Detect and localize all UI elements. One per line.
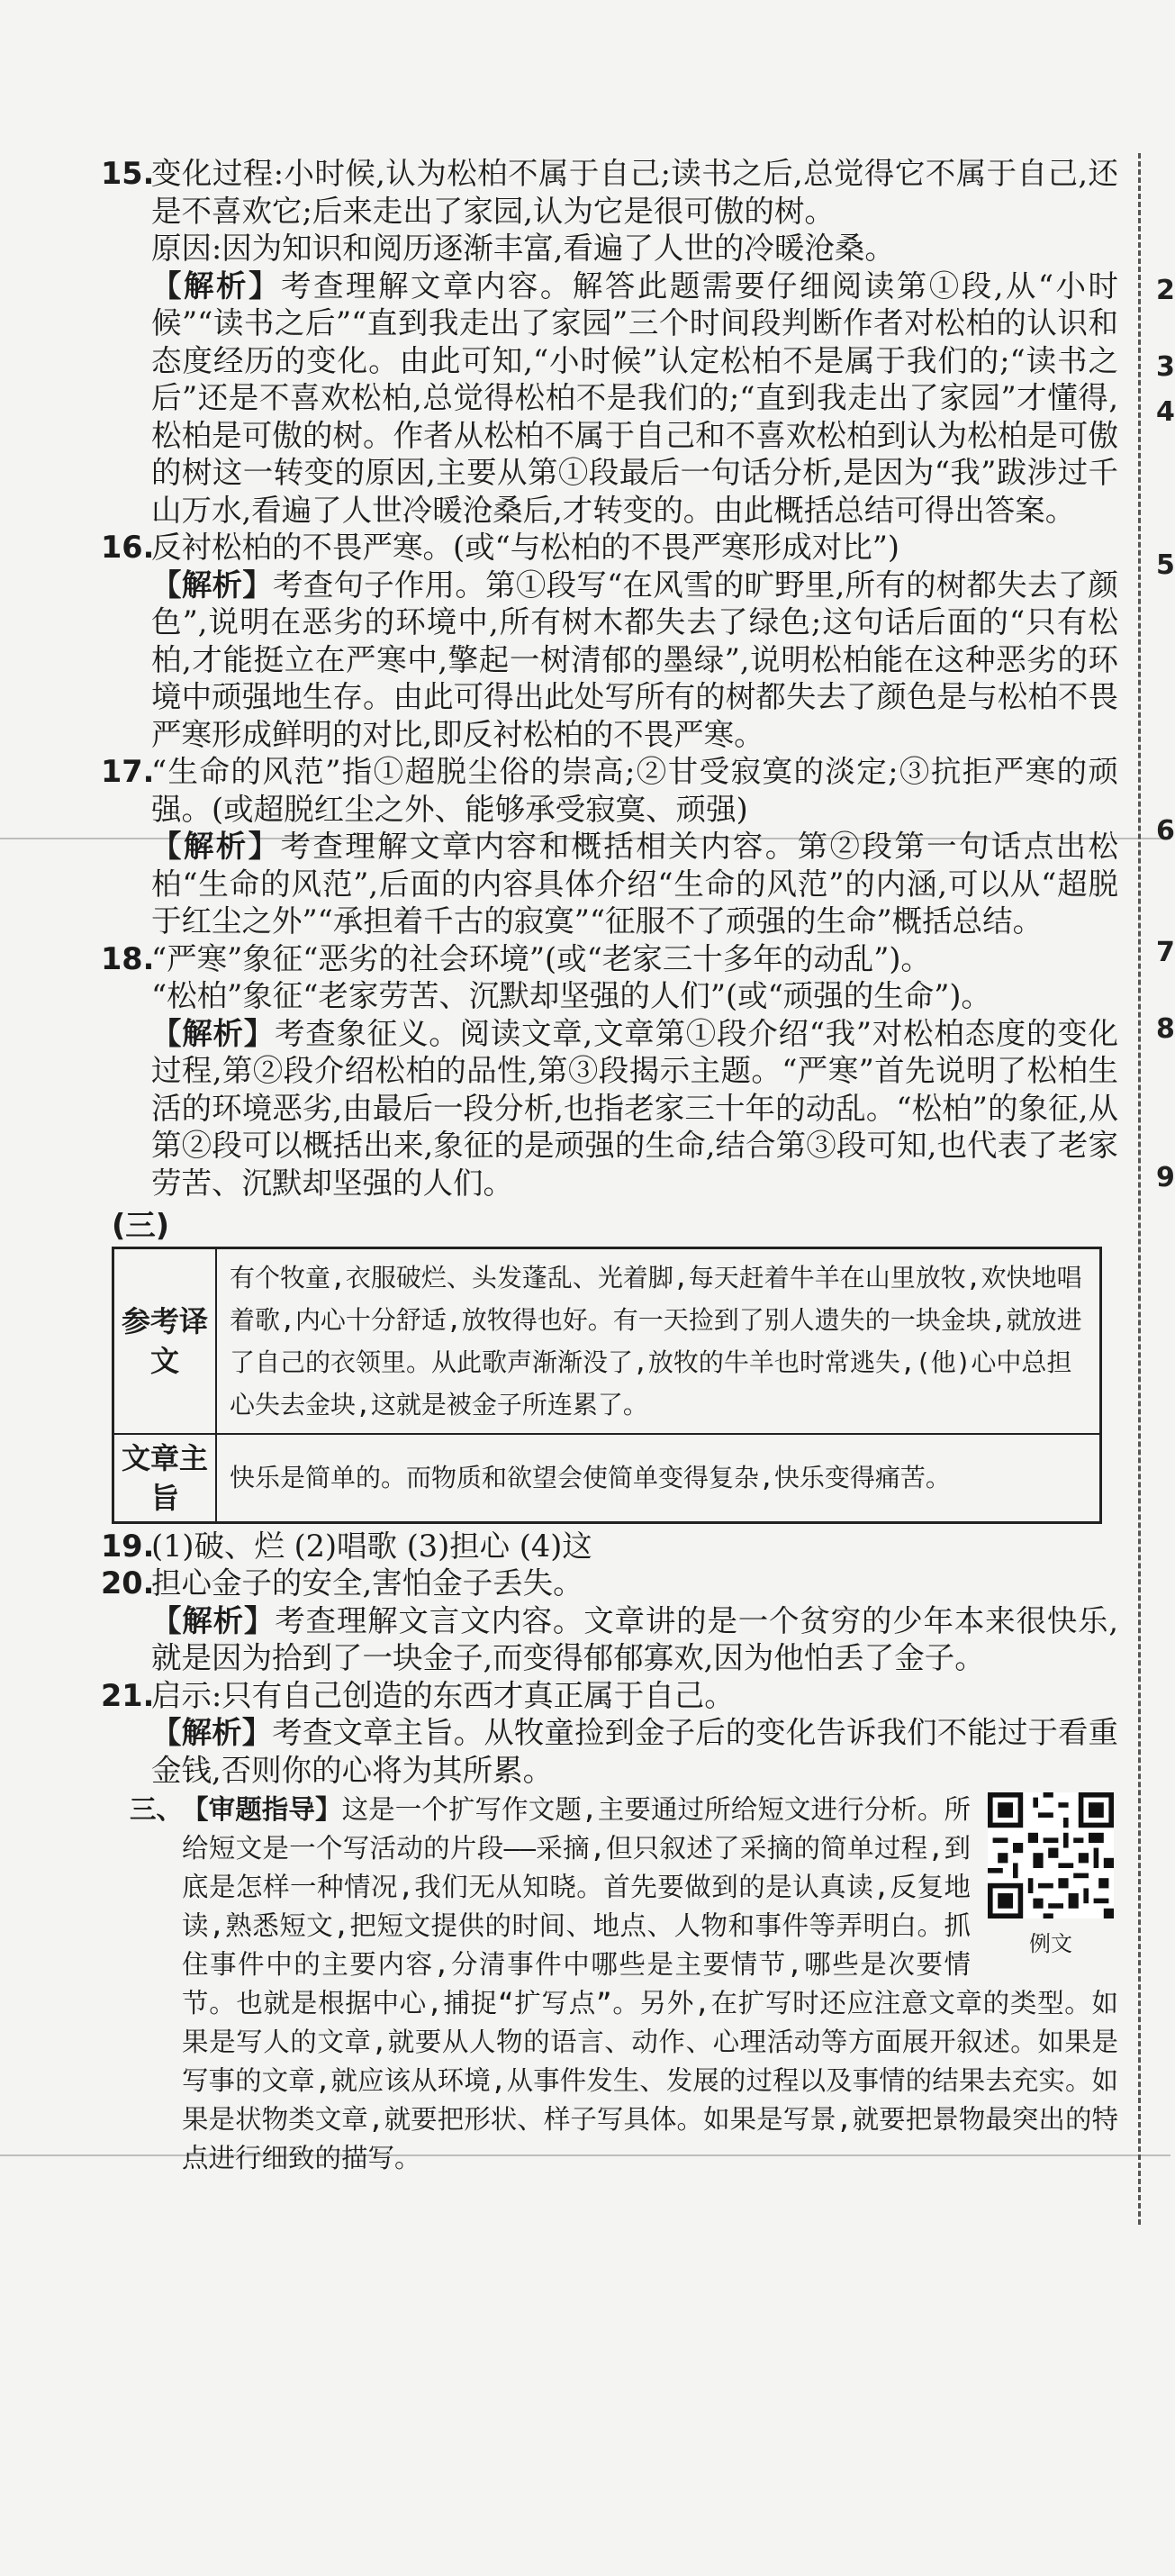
question-number: 15. [101,156,155,191]
question-number: 17. [101,754,155,789]
qr-code-block[interactable] [983,1792,1118,1958]
guide-label: 【审题指导】 [182,1794,342,1825]
answer-text: 变化过程:小时候,认为松柏不属于自己;读书之后,总觉得它不属于自己,还是不喜欢它;后来走出了家园,认为它是很可傲的树。 [151,156,1118,229]
question-16 [101,529,1118,753]
margin-number: 4 [1156,396,1175,428]
question-20 [101,1565,1118,1677]
analysis-text: 考查文章主旨。从牧童捡到金子后的变化告诉我们不能过于看重金钱,否则你的心将为其所累。 [151,1715,1119,1788]
question-18 [101,940,1118,1202]
part-number: 三、 [130,1794,184,1825]
analysis-paragraph [151,828,1118,940]
margin-number: 5 [1156,549,1175,581]
question-21 [101,1677,1118,1790]
analysis-paragraph [151,268,1118,530]
question-number: 21. [101,1677,155,1713]
cut-line [1138,153,1141,2225]
margin-number: 2 [1156,275,1175,306]
analysis-label: 【解析】 [151,268,281,304]
margin-number: 6 [1156,815,1175,847]
qr-caption: 例文 [1029,1931,1072,1956]
question-17 [101,753,1118,940]
qr-code-icon[interactable] [988,1792,1114,1918]
margin-number: 8 [1156,1013,1175,1045]
answer-text: “松柏”象征“老家劳苦、沉默却坚强的人们”(或“顽强的生命”)。 [151,978,991,1013]
section-title: (三) [112,1208,170,1243]
answer-text: 担心金子的安全,害怕金子丢失。 [151,1565,583,1601]
margin-number: 9 [1156,1162,1175,1193]
margin-number: 3 [1156,351,1175,383]
theme-label: 文章主旨 [113,1434,217,1523]
answer-text: 原因:因为知识和阅历逐渐丰富,看遍了人世的冷暖沧桑。 [151,231,895,266]
answer-text: 反衬松柏的不畏严寒。(或“与松柏的不畏严寒形成对比”) [151,530,899,565]
analysis-text: 考查象征义。阅读文章,文章第①段介绍“我”对松柏态度的变化过程,第②段介绍松柏的品性,第③段揭示主题。“严寒”首先说明了松柏生活的环境恶劣,由最后一段分析,也指老家三十年的动乱。“松柏”的象征,从第②段可以概括出来,象征的是顽强的生命,结合第③段可知,也代表了老家劳苦、沉默却坚强的人们。 [151,1015,1118,1201]
table-row [113,1247,1101,1434]
guide-text: 这是一个扩写作文题,主要通过所给短文进行分析。所给短文是一个写活动的片段——采摘,但只叙述了采摘的简单过程,到底是怎样一种情况,我们无从知晓。首先要做到的是认真读,反复地读,熟悉短文,把短文提供的时间、地点、人物和事件等弄明白。抓住事件中的主要内容,分清事件中哪些是主要情节,哪些是次要情节。也就是根据中心,捕捉“扩写点”。另外,在扩写时还应注意文章的类型。如果是写人的文章,就要从人物的语言、动作、心理活动等方面展开叙述。如果是写事的文章,就应该从环境,从事件发生、发展的过程以及事情的结果去充实。如果是状物类文章,就要把形状、样子写具体。如果是写景,就要把景物最突出的特点进行细致的描写。 [182,1794,1118,2173]
answer-text: (1)破、烂 (2)唱歌 (3)担心 (4)这 [151,1528,592,1564]
answer-content [101,155,1118,2178]
analysis-label: 【解析】 [151,1715,273,1750]
answer-text: “严寒”象征“恶劣的社会环境”(或“老家三十多年的动乱”)。 [151,940,931,976]
writing-guide [101,1791,1118,2178]
margin-number: 7 [1156,937,1175,968]
analysis-text: 考查句子作用。第①段写“在风雪的旷野里,所有的树都失去了颜色”,说明在恶劣的环境中,所有树木都失去了绿色;这句话后面的“只有松柏,才能挺立在严寒中,擎起一树清郁的墨绿”,说明松柏能在这种恶劣的环境中顽强地生存。由此可得出此处写所有的树都失去了颜色是与松柏不畏严寒形成鲜明的对比,即反衬松柏的不畏严寒。 [151,567,1118,752]
analysis-label: 【解析】 [151,567,273,603]
question-number: 20. [101,1565,155,1601]
analysis-text: 考查理解文章内容。解答此题需要仔细阅读第①段,从“小时候”“读书之后”“直到我走出了家园”三个时间段判断作者对松柏的认识和态度经历的变化。由此可知,“小时候”认定松柏不是属于我们的;“读书之后”还是不喜欢松柏,总觉得松柏不是我们的;“直到我走出了家园”才懂得,松柏是可傲的树。作者从松柏不属于自己和不喜欢松柏到认为松柏是可傲的树这一转变的原因,主要从第①段最后一句话分析,是因为“我”跋涉过千山万水,看遍了人世冷暖沧桑后,才转变的。由此概括总结可得出答案。 [151,268,1118,528]
translation-table [112,1247,1102,1524]
question-15 [101,155,1118,529]
theme-text: 快乐是简单的。而物质和欲望会使简单变得复杂,快乐变得痛苦。 [216,1434,1101,1523]
question-19 [101,1528,1118,1565]
answer-text: 启示:只有自己创造的东西才真正属于自己。 [151,1677,735,1713]
analysis-label: 【解析】 [151,829,281,864]
translation-label: 参考译文 [113,1247,217,1434]
question-number: 19. [101,1528,155,1564]
translation-text: 有个牧童,衣服破烂、头发蓬乱、光着脚,每天赶着牛羊在山里放牧,欢快地唱着歌,内心十分舒适,放牧得也好。有一天捡到了别人遗失的一块金块,就放进了自己的衣领里。从此歌声渐渐没了,放牧的牛羊也时常逃失,(他)心中总担心失去金块,这就是被金子所连累了。 [216,1247,1101,1434]
analysis-paragraph [151,1714,1118,1789]
answer-text: “生命的风范”指①超脱尘俗的崇高;②甘受寂寞的淡定;③抗拒严寒的顽强。(或超脱红尘之外、能够承受寂寞、顽强) [151,754,1118,827]
analysis-text: 考查理解文言文内容。文章讲的是一个贫穷的少年本来很快乐,就是因为拾到了一块金子,而变得郁郁寡欢,因为他怕丢了金子。 [151,1602,1119,1675]
question-number: 18. [101,940,155,976]
analysis-text: 考查理解文章内容和概括相关内容。第②段第一句话点出松柏“生命的风范”,后面的内容具体介绍“生命的风范”的内涵,可以从“超脱于红尘之外”“承担着千古的寂寞”“征服不了顽强的生命”概括总结。 [151,829,1119,939]
analysis-paragraph [151,567,1118,754]
guide-paragraph [182,1791,1118,2178]
question-number: 16. [101,530,155,565]
analysis-label: 【解析】 [151,1602,276,1638]
table-row [113,1434,1101,1523]
analysis-paragraph [151,1602,1118,1677]
analysis-label: 【解析】 [151,1015,276,1051]
analysis-paragraph [151,1015,1118,1202]
